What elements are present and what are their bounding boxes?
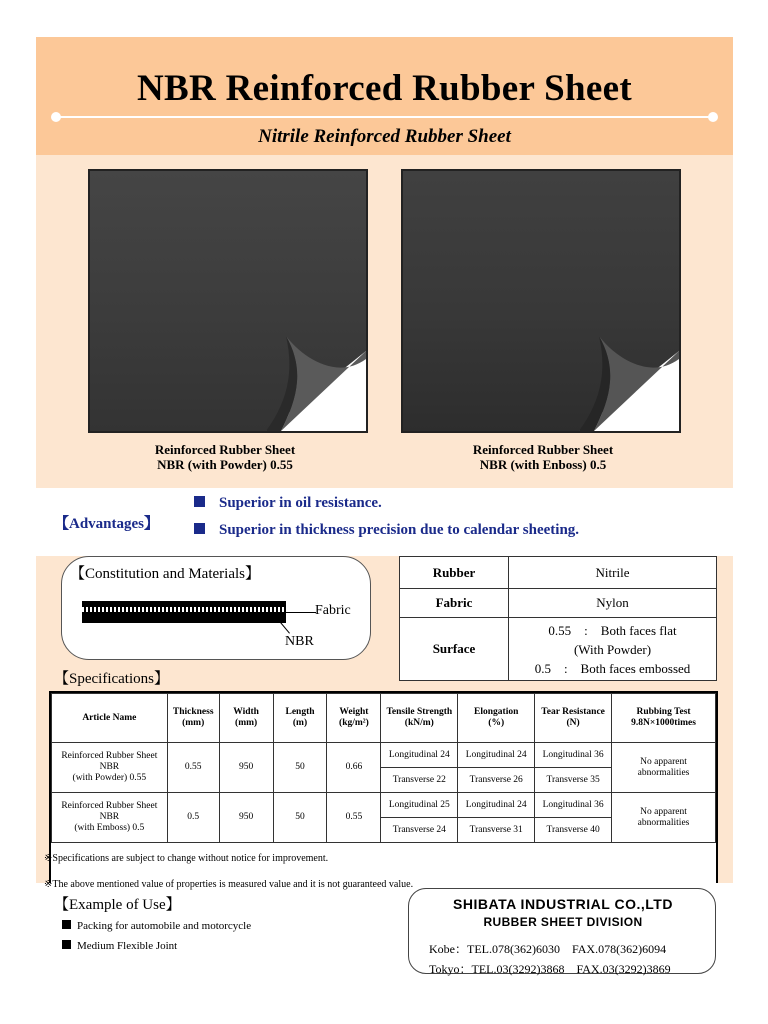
product-photo-powder: [88, 169, 368, 433]
square-bullet-icon: [62, 920, 71, 929]
header-tensile: Tensile Strength (kN/m): [381, 694, 458, 743]
width-cell: 950: [219, 743, 273, 793]
elong-long-cell: Longitudinal 24: [458, 793, 535, 818]
length-cell: 50: [273, 743, 327, 793]
advantages-label: 【Advantages】: [54, 516, 160, 532]
table-row: [52, 793, 716, 818]
product-photo-emboss: [401, 169, 681, 433]
header-length: Length (m): [273, 694, 327, 743]
rubber-key: Rubber: [400, 557, 509, 589]
weight-cell: 0.55: [327, 793, 381, 843]
advantage-item: Superior in oil resistance.: [194, 495, 382, 512]
spec-note-change: ※Specifications are subject to change without notice for improvement.: [44, 853, 329, 864]
contact-tokyo: Tokyo：TEL.03(3292)3868 FAX.03(3292)3869: [429, 962, 671, 976]
rubbing-cell: No apparent abnormalities: [612, 743, 716, 793]
example-title: 【Example of Use】: [54, 897, 181, 913]
tear-trans-cell: Transverse 35: [535, 768, 612, 793]
product-photos: [36, 155, 733, 488]
tensile-trans-cell: Transverse 22: [381, 768, 458, 793]
thickness-cell: 0.5: [167, 793, 219, 843]
sheet-curl-icon: [226, 331, 366, 431]
advantages-section: [36, 488, 733, 556]
tensile-long-cell: Longitudinal 25: [381, 793, 458, 818]
article-name: Reinforced Rubber Sheet NBR (with Emboss) 0.5: [52, 793, 168, 843]
elong-trans-cell: Transverse 31: [458, 818, 535, 843]
length-cell: 50: [273, 793, 327, 843]
header-weight: Weight (kg/m²): [327, 694, 381, 743]
page-subtitle: Nitrile Reinforced Rubber Sheet: [258, 126, 511, 147]
contact-kobe: Kobe：TEL.078(362)6030 FAX.078(362)6094: [429, 942, 667, 956]
specifications-table: [51, 693, 716, 843]
photo-caption: Reinforced Rubber Sheet NBR (with Enboss) 0.5: [472, 442, 614, 472]
sheet-curl-icon: [539, 331, 679, 431]
constitution-title: 【Constitution and Materials】: [70, 566, 260, 582]
photo-caption: Reinforced Rubber Sheet NBR (with Powder) 0.55: [154, 442, 296, 472]
tear-long-cell: Longitudinal 36: [535, 743, 612, 768]
fabric-key: Fabric: [400, 589, 509, 618]
square-bullet-icon: [194, 496, 205, 507]
example-item: Packing for automobile and motorcycle: [62, 920, 251, 932]
fabric-label: Fabric: [315, 603, 351, 618]
specifications-title: 【Specifications】: [54, 671, 169, 687]
width-cell: 950: [219, 793, 273, 843]
company-name: SHIBATA INDUSTRIAL CO.,LTD: [453, 896, 673, 912]
tear-long-cell: Longitudinal 36: [535, 793, 612, 818]
surface-value: 0.55 : Both faces flat (With Powder) 0.5 : Both faces embossed: [509, 618, 717, 681]
datasheet: [36, 37, 733, 997]
surface-key: Surface: [400, 618, 509, 681]
spec-note-guarantee: ※The above mentioned value of properties is measured value and it is not guaranteed value.: [44, 879, 414, 890]
header-article: Article Name: [52, 694, 168, 743]
header-rubbing: Rubbing Test 9.8N×1000times: [612, 694, 716, 743]
company-box: [408, 888, 716, 974]
fabric-value: Nylon: [509, 589, 717, 618]
table-header-row: [52, 694, 716, 743]
rubbing-cell: No apparent abnormalities: [612, 793, 716, 843]
constitution-box: [61, 556, 371, 660]
elong-long-cell: Longitudinal 24: [458, 743, 535, 768]
table-row: [52, 743, 716, 768]
example-item: Medium Flexible Joint: [62, 940, 177, 952]
layer-diagram: [82, 601, 286, 623]
tensile-long-cell: Longitudinal 24: [381, 743, 458, 768]
title-divider: [56, 116, 713, 118]
specs-section: [36, 556, 733, 883]
article-name: Reinforced Rubber Sheet NBR (with Powder) 0.55: [52, 743, 168, 793]
tensile-trans-cell: Transverse 24: [381, 818, 458, 843]
advantage-item: Superior in thickness precision due to calendar sheeting.: [194, 522, 579, 539]
square-bullet-icon: [62, 940, 71, 949]
weight-cell: 0.66: [327, 743, 381, 793]
company-division: RUBBER SHEET DIVISION: [483, 915, 643, 929]
tear-trans-cell: Transverse 40: [535, 818, 612, 843]
footer-section: [36, 879, 733, 997]
header-width: Width (mm): [219, 694, 273, 743]
elong-trans-cell: Transverse 26: [458, 768, 535, 793]
materials-table: [399, 556, 717, 681]
header: [36, 37, 733, 155]
header-elongation: Elongation (%): [458, 694, 535, 743]
thickness-cell: 0.55: [167, 743, 219, 793]
rubber-value: Nitrile: [509, 557, 717, 589]
square-bullet-icon: [194, 523, 205, 534]
header-tear: Tear Resistance (N): [535, 694, 612, 743]
nbr-label: NBR: [285, 634, 314, 649]
page-title: NBR Reinforced Rubber Sheet: [137, 68, 632, 109]
header-thickness: Thickness (mm): [167, 694, 219, 743]
